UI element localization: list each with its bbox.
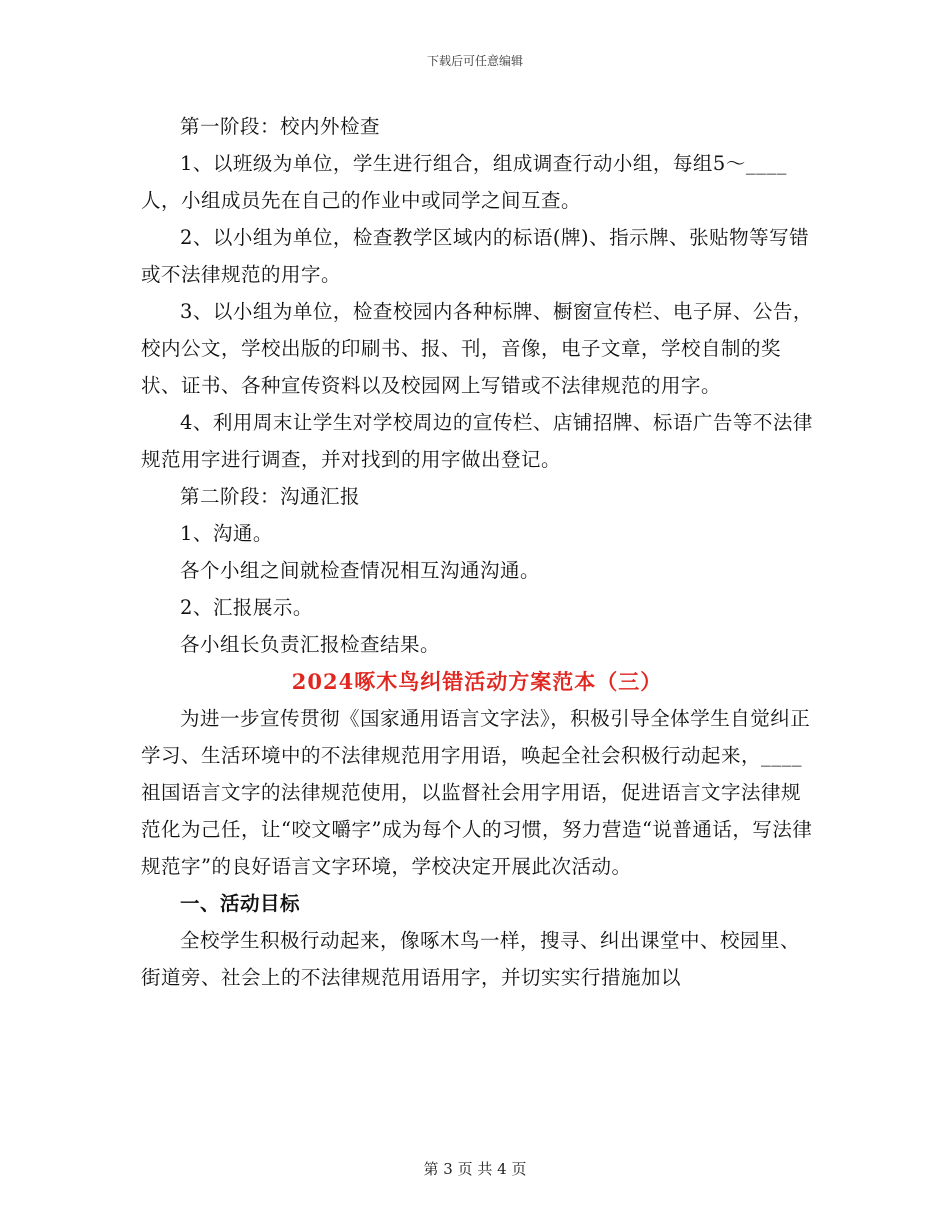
stage-one-heading: 第一阶段：校内外检查 [180,115,381,138]
paragraph-item-4: 4、利用周末让学生对学校周边的宣传栏、店铺招牌、标语广告等不法律规范用字进行调查，并对找到的用字做出登记。 [141,411,813,471]
paragraph-item-3: 3、以小组为单位，检查校园内各种标牌、橱窗宣传栏、电子屏、公告，校内公文，学校出版的印刷书、报、刊，音像，电子文章，学校自制的奖状、证书、各种宣传资料以及校园网上写错或不法律规范的用字。 [141,300,813,397]
stage-two-heading: 第二阶段：沟通汇报 [180,485,361,508]
document-body [141,108,813,996]
section-heading-goals: 一、活动目标 [180,892,301,915]
paragraph-intro: 为进一步宣传贯彻《国家通用语言文字法》，积极引导全体学生自觉纠正学习、生活环境中的不法律规范用字用语，唤起全社会积极行动起来，____祖国语言文字的法律规范使用，以监督社会用字用语，促进语言文字法律规范化为己任，让“咬文嚼字”成为每个人的习惯，努力营造“说普通话，写法律规范字”的良好语言文字环境，学校决定开展此次活动。 [141,707,813,878]
page-header: 下载后可任意编辑 [426,54,523,68]
paragraph-communicate: 1、沟通。 [180,522,273,545]
paragraph-report: 2、汇报展示。 [180,596,313,619]
section-title: 2024啄木鸟纠错活动方案范本（三） [291,669,663,694]
page-footer: 第 3 页 共 4 页 [423,1160,527,1178]
paragraph-goals: 全校学生积极行动起来，像啄木鸟一样，搜寻、纠出课堂中、校园里、街道旁、社会上的不法律规范用语用字，并切实实行措施加以 [141,929,801,989]
paragraph-item-2: 2、以小组为单位，检查教学区域内的标语(牌)、指示牌、张贴物等写错或不法律规范的用字。 [141,226,810,286]
paragraph-report-detail: 各小组长负责汇报检查结果。 [180,633,441,656]
paragraph-item-1: 1、以班级为单位，学生进行组合，组成调查行动小组，每组5～____人，小组成员先在自己的作业中或同学之间互查。 [141,152,787,212]
paragraph-communicate-detail: 各个小组之间就检查情况相互沟通沟通。 [180,559,541,582]
